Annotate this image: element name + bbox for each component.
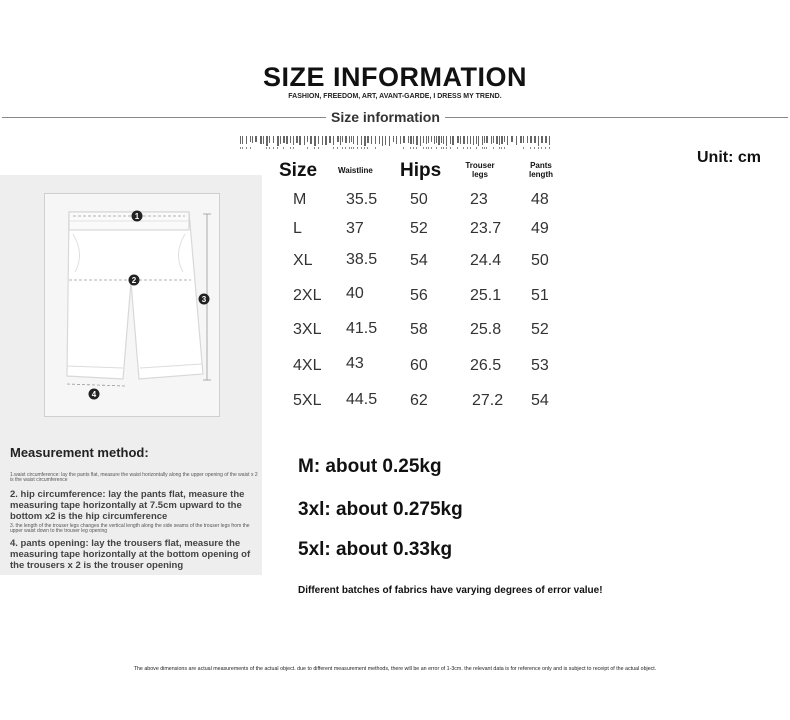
unit-label: Unit: cm <box>697 149 761 166</box>
table-row-3xl-waistline: 41.5 <box>346 320 378 337</box>
measurement-item-1: 1.waist circumference: lay the pants flat, measure the waist horizontally along the upper opening of the waist x 2 is the waist circumference <box>10 472 258 483</box>
footer-disclaimer: The above dimensions are actual measurements of the actual object. due to different measurement methods, there will be an error of 1-3cm. the relevant data is for reference only and is subject to receipt of the actual object. <box>133 666 657 672</box>
svg-text:3: 3 <box>201 295 207 304</box>
table-row-l-trouser-legs: 23.7 <box>470 220 502 237</box>
table-row-5xl-trouser-legs: 27.2 <box>472 392 504 409</box>
table-row-xl-waistline: 38.5 <box>346 251 378 268</box>
table-row-m-size: M <box>293 191 307 208</box>
table-row-2xl-waistline: 40 <box>346 285 364 302</box>
table-row-5xl-waistline: 44.5 <box>346 391 378 408</box>
weight-5xl: 5xl: about 0.33kg <box>298 539 453 560</box>
measurement-item-4: 4. pants opening: lay the trousers flat, measure the measuring tape horizontally at the bottom opening of the trousers x 2 is the trouser opening <box>10 538 251 571</box>
weight-3xl: 3xl: about 0.275kg <box>298 499 463 520</box>
table-row-4xl-pants-length: 53 <box>531 357 549 374</box>
table-row-l-hips: 52 <box>410 220 428 237</box>
table-row-m-trouser-legs: 23 <box>470 191 488 208</box>
marker-2 <box>129 275 140 286</box>
table-row-xl-hips: 54 <box>410 252 428 269</box>
table-row-l-pants-length: 49 <box>531 220 549 237</box>
table-row-3xl-size: 3XL <box>293 321 322 338</box>
table-row-m-hips: 50 <box>410 191 428 208</box>
svg-text:4: 4 <box>91 390 97 399</box>
barcode-decoration <box>240 134 554 154</box>
header-trouser-legs: Trouser legs <box>465 161 495 179</box>
marker-3 <box>199 294 210 305</box>
table-row-4xl-trouser-legs: 26.5 <box>470 357 502 374</box>
table-row-l-waistline: 37 <box>346 220 364 237</box>
measurement-item-3: 3. the length of the trouser legs changes the vertical length along the side seams of the trouser legs from the upper waist down to the trouser leg opening <box>10 523 250 534</box>
header-waistline: Waistline <box>338 166 373 175</box>
table-row-2xl-trouser-legs: 25.1 <box>470 287 502 304</box>
table-row-4xl-size: 4XL <box>293 357 322 374</box>
table-row-4xl-waistline: 43 <box>346 355 364 372</box>
header-size: Size <box>279 160 318 181</box>
table-row-m-pants-length: 48 <box>531 191 549 208</box>
table-row-5xl-size: 5XL <box>293 392 322 409</box>
header-hips: Hips <box>400 160 442 181</box>
table-row-4xl-hips: 60 <box>410 357 428 374</box>
table-row-5xl-pants-length: 54 <box>531 392 549 409</box>
table-row-m-waistline: 35.5 <box>346 191 378 208</box>
section-subtitle: Size information <box>326 109 445 125</box>
table-row-xl-pants-length: 50 <box>531 252 549 269</box>
svg-text:1: 1 <box>134 212 140 221</box>
table-row-2xl-size: 2XL <box>293 287 322 304</box>
shorts-illustration <box>45 194 219 416</box>
table-row-l-size: L <box>293 220 302 237</box>
fabric-note: Different batches of fabrics have varying degrees of error value! <box>298 585 603 596</box>
table-row-2xl-hips: 56 <box>410 287 428 304</box>
table-row-3xl-hips: 58 <box>410 321 428 338</box>
table-row-2xl-pants-length: 51 <box>531 287 549 304</box>
marker-4 <box>89 389 100 400</box>
measurement-item-2: 2. hip circumference: lay the pants flat, measure the measuring tape horizontally at 7.5cm upward to the bottom x2 is the hip circumference <box>10 489 245 522</box>
table-row-xl-size: XL <box>293 252 313 269</box>
page-title: SIZE INFORMATION <box>263 62 527 92</box>
svg-text:2: 2 <box>131 276 137 285</box>
table-row-xl-trouser-legs: 24.4 <box>470 252 502 269</box>
table-row-3xl-pants-length: 52 <box>531 321 549 338</box>
table-row-3xl-trouser-legs: 25.8 <box>470 321 502 338</box>
header-pants-length: Pants length <box>529 161 553 179</box>
shorts-diagram <box>44 193 220 417</box>
weight-m: M: about 0.25kg <box>298 456 442 477</box>
measurement-method-title: Measurement method: <box>10 445 149 460</box>
marker-1 <box>132 211 143 222</box>
tagline: FASHION, FREEDOM, ART, AVANT-GARDE, I DRESS MY TREND. <box>288 93 502 100</box>
table-row-5xl-hips: 62 <box>410 392 428 409</box>
